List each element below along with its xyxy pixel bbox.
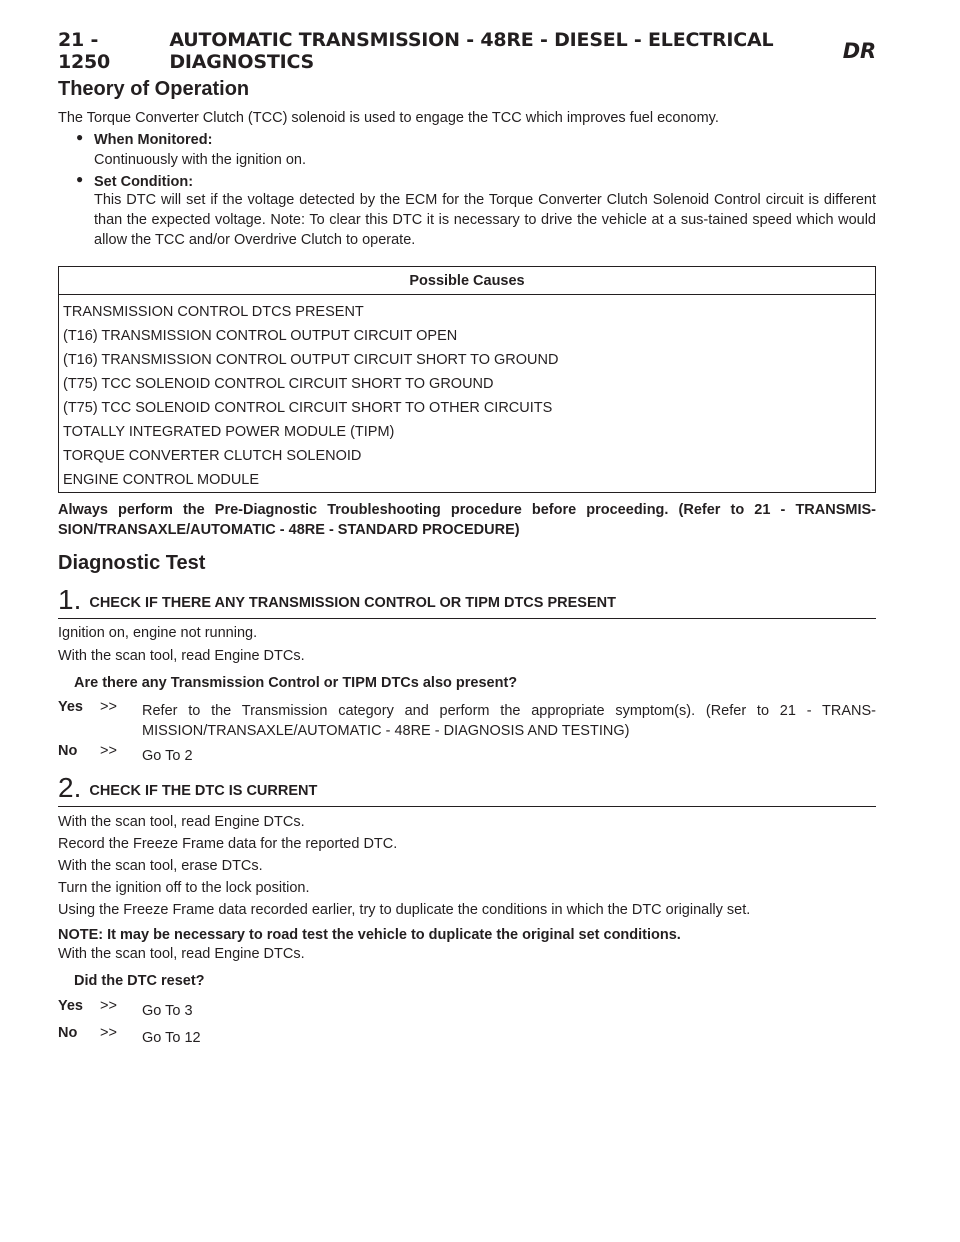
answer-arrow: >> bbox=[100, 1025, 117, 1041]
step-number: 1. bbox=[58, 584, 82, 615]
step-line: With the scan tool, erase DTCs. bbox=[58, 858, 263, 874]
answer-yes-text: Refer to the Transmission category and perform the appropriate symptom(s). (Refer to 21 - TRANS-MISSION/TRANSAXLE/AUTOMATIC - 48RE - DIAGNOSIS AND TESTING) bbox=[142, 703, 876, 739]
step-1-header bbox=[58, 584, 876, 619]
step-line: Ignition on, engine not running. bbox=[58, 625, 258, 641]
answer-no-label: No bbox=[58, 1025, 78, 1041]
step-question: Did the DTC reset? bbox=[74, 973, 205, 989]
answer-no-label: No bbox=[58, 743, 78, 759]
step-line: Using the Freeze Frame data recorded earlier, try to duplicate the conditions in which the DTC originally set. bbox=[58, 902, 751, 918]
cause-item: TRANSMISSION CONTROL DTCS PRESENT bbox=[63, 304, 364, 320]
answer-arrow: >> bbox=[100, 743, 117, 759]
section-title: AUTOMATIC TRANSMISSION - 48RE - DIESEL - ELECTRICAL DIAGNOSTICS bbox=[169, 29, 774, 73]
step-line: Record the Freeze Frame data for the reported DTC. bbox=[58, 836, 398, 852]
step-title: CHECK IF THE DTC IS CURRENT bbox=[89, 783, 318, 799]
step-line: With the scan tool, read Engine DTCs. bbox=[58, 648, 305, 664]
answer-arrow: >> bbox=[100, 699, 117, 715]
bullet-text-monitored: Continuously with the ignition on. bbox=[94, 152, 306, 168]
cause-item: (T16) TRANSMISSION CONTROL OUTPUT CIRCUIT OPEN bbox=[63, 328, 458, 344]
cause-item: (T75) TCC SOLENOID CONTROL CIRCUIT SHORT TO GROUND bbox=[63, 376, 494, 392]
answer-yes-text: Go To 3 bbox=[142, 1003, 193, 1019]
step-number: 2. bbox=[58, 772, 82, 803]
model-code: DR bbox=[842, 39, 876, 63]
causes-header: Possible Causes bbox=[59, 267, 876, 295]
bullet-icon: ● bbox=[76, 172, 84, 186]
pre-diagnostic-note: Always perform the Pre-Diagnostic Troubleshooting procedure before proceeding. (Refer to 21 - TRANSMIS-SION/TRANSAXLE/AUTOMATIC - 48RE - STANDARD PROCEDURE) bbox=[58, 502, 876, 538]
page-header bbox=[58, 29, 876, 73]
diagnostic-heading: Diagnostic Test bbox=[58, 552, 206, 574]
step-line: With the scan tool, read Engine DTCs. bbox=[58, 946, 305, 962]
theory-intro: The Torque Converter Clutch (TCC) solenoid is used to engage the TCC which improves fuel economy. bbox=[58, 110, 719, 126]
theory-heading: Theory of Operation bbox=[58, 78, 250, 100]
cause-item: (T75) TCC SOLENOID CONTROL CIRCUIT SHORT TO OTHER CIRCUITS bbox=[63, 400, 553, 416]
step-note: NOTE: It may be necessary to road test the vehicle to duplicate the original set conditions. bbox=[58, 927, 681, 943]
cause-item: TOTALLY INTEGRATED POWER MODULE (TIPM) bbox=[63, 424, 395, 440]
bullet-text-set: This DTC will set if the voltage detected by the ECM for the Torque Converter Clutch Solenoid Control circuit is different than the expected voltage. Note: To clear this DTC it is necessary to drive the vehicle at a sus-tained speed which would allow the TCC and/or Overdrive Clutch to operate. bbox=[94, 192, 876, 248]
step-2-header bbox=[58, 772, 876, 807]
answer-arrow: >> bbox=[100, 998, 117, 1014]
step-question: Are there any Transmission Control or TIPM DTCs also present? bbox=[74, 675, 518, 691]
page-number: 21 - 1250 bbox=[58, 29, 111, 73]
possible-causes-table bbox=[58, 266, 876, 493]
bullet-label-set: Set Condition: bbox=[94, 174, 194, 190]
step-title: CHECK IF THERE ANY TRANSMISSION CONTROL OR TIPM DTCS PRESENT bbox=[89, 595, 616, 611]
cause-item: TORQUE CONVERTER CLUTCH SOLENOID bbox=[63, 448, 362, 464]
cause-item: ENGINE CONTROL MODULE bbox=[63, 472, 260, 488]
answer-no-text: Go To 2 bbox=[142, 748, 193, 764]
step-line: Turn the ignition off to the lock position. bbox=[58, 880, 310, 896]
answer-yes-label: Yes bbox=[58, 699, 83, 715]
answer-no-text: Go To 12 bbox=[142, 1030, 201, 1046]
bullet-icon: ● bbox=[76, 130, 84, 144]
bullet-label-monitored: When Monitored: bbox=[94, 132, 213, 148]
answer-yes-label: Yes bbox=[58, 998, 83, 1014]
cause-item: (T16) TRANSMISSION CONTROL OUTPUT CIRCUIT SHORT TO GROUND bbox=[63, 352, 559, 368]
step-line: With the scan tool, read Engine DTCs. bbox=[58, 814, 305, 830]
